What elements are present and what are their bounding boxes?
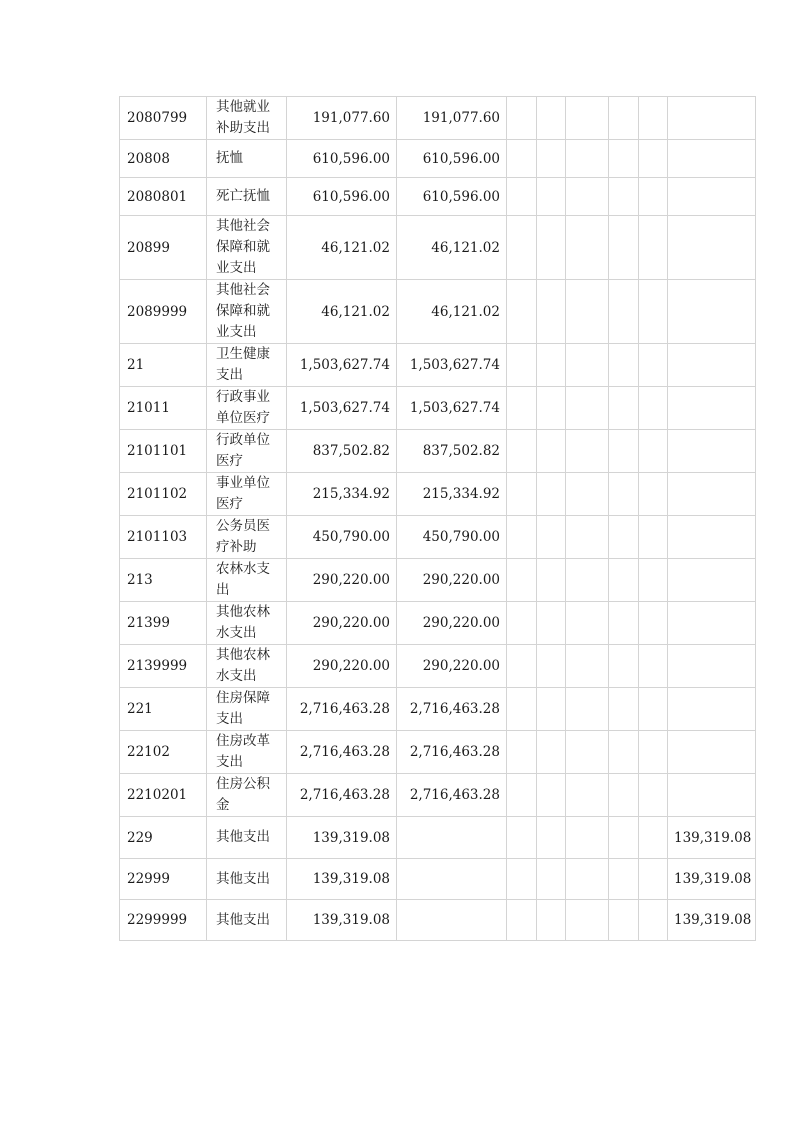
- basic-expenditure-cell: 837,502.82: [397, 430, 507, 473]
- empty-cell: [639, 688, 668, 731]
- total-amount-cell: 450,790.00: [287, 516, 397, 559]
- basic-expenditure-cell: 610,596.00: [397, 140, 507, 178]
- account-name-cell: 其他农林水支出: [207, 645, 287, 688]
- empty-cell: [537, 280, 566, 344]
- other-amount-cell: 139,319.08: [668, 817, 756, 859]
- account-name-cell: 其他农林水支出: [207, 602, 287, 645]
- empty-cell: [609, 645, 639, 688]
- account-code-cell: 22102: [120, 731, 207, 774]
- account-name-cell: 抚恤: [207, 140, 287, 178]
- total-amount-cell: 215,334.92: [287, 473, 397, 516]
- account-code-cell: 2299999: [120, 900, 207, 941]
- basic-expenditure-cell: 46,121.02: [397, 280, 507, 344]
- table-row: [120, 344, 756, 387]
- empty-cell: [537, 859, 566, 900]
- account-code-cell: 2089999: [120, 280, 207, 344]
- basic-expenditure-cell: 46,121.02: [397, 216, 507, 280]
- empty-cell: [566, 731, 609, 774]
- other-amount-cell: [668, 645, 756, 688]
- account-name-cell: 公务员医疗补助: [207, 516, 287, 559]
- account-code-cell: 21011: [120, 387, 207, 430]
- account-code-cell: 2210201: [120, 774, 207, 817]
- empty-cell: [639, 817, 668, 859]
- empty-cell: [507, 859, 537, 900]
- empty-cell: [537, 774, 566, 817]
- empty-cell: [507, 140, 537, 178]
- total-amount-cell: 139,319.08: [287, 859, 397, 900]
- empty-cell: [507, 731, 537, 774]
- empty-cell: [537, 216, 566, 280]
- total-amount-cell: 46,121.02: [287, 280, 397, 344]
- account-name-cell: 行政事业单位医疗: [207, 387, 287, 430]
- basic-expenditure-cell: 1,503,627.74: [397, 344, 507, 387]
- empty-cell: [537, 817, 566, 859]
- empty-cell: [609, 602, 639, 645]
- empty-cell: [566, 216, 609, 280]
- empty-cell: [507, 473, 537, 516]
- budget-table-container: [119, 96, 755, 941]
- other-amount-cell: 139,319.08: [668, 900, 756, 941]
- basic-expenditure-cell: 2,716,463.28: [397, 731, 507, 774]
- other-amount-cell: [668, 559, 756, 602]
- empty-cell: [639, 387, 668, 430]
- empty-cell: [566, 774, 609, 817]
- account-code-cell: 2101103: [120, 516, 207, 559]
- empty-cell: [537, 430, 566, 473]
- empty-cell: [566, 645, 609, 688]
- account-name-cell: 其他支出: [207, 859, 287, 900]
- total-amount-cell: 610,596.00: [287, 178, 397, 216]
- empty-cell: [566, 344, 609, 387]
- account-name-cell: 住房保障支出: [207, 688, 287, 731]
- table-row: [120, 859, 756, 900]
- other-amount-cell: [668, 731, 756, 774]
- empty-cell: [639, 559, 668, 602]
- other-amount-cell: [668, 344, 756, 387]
- table-row: [120, 559, 756, 602]
- account-name-cell: 其他支出: [207, 817, 287, 859]
- basic-expenditure-cell: 215,334.92: [397, 473, 507, 516]
- empty-cell: [537, 387, 566, 430]
- account-name-cell: 其他社会保障和就业支出: [207, 280, 287, 344]
- account-code-cell: 2139999: [120, 645, 207, 688]
- account-name-cell: 农林水支出: [207, 559, 287, 602]
- other-amount-cell: [668, 216, 756, 280]
- table-row: [120, 688, 756, 731]
- table-row: [120, 900, 756, 941]
- account-name-cell: 事业单位医疗: [207, 473, 287, 516]
- expenditure-table: [119, 96, 756, 941]
- empty-cell: [537, 602, 566, 645]
- empty-cell: [639, 731, 668, 774]
- empty-cell: [537, 97, 566, 140]
- empty-cell: [566, 280, 609, 344]
- empty-cell: [566, 559, 609, 602]
- table-body: [120, 97, 756, 941]
- empty-cell: [609, 859, 639, 900]
- basic-expenditure-cell: 290,220.00: [397, 559, 507, 602]
- other-amount-cell: [668, 430, 756, 473]
- total-amount-cell: 290,220.00: [287, 602, 397, 645]
- basic-expenditure-cell: 290,220.00: [397, 645, 507, 688]
- empty-cell: [639, 430, 668, 473]
- empty-cell: [639, 774, 668, 817]
- table-row: [120, 97, 756, 140]
- empty-cell: [507, 516, 537, 559]
- basic-expenditure-cell: [397, 900, 507, 941]
- empty-cell: [566, 178, 609, 216]
- account-code-cell: 2101102: [120, 473, 207, 516]
- other-amount-cell: [668, 280, 756, 344]
- basic-expenditure-cell: [397, 859, 507, 900]
- table-row: [120, 731, 756, 774]
- other-amount-cell: [668, 473, 756, 516]
- empty-cell: [537, 559, 566, 602]
- empty-cell: [566, 516, 609, 559]
- empty-cell: [609, 688, 639, 731]
- account-code-cell: 221: [120, 688, 207, 731]
- table-row: [120, 140, 756, 178]
- empty-cell: [639, 859, 668, 900]
- empty-cell: [507, 602, 537, 645]
- basic-expenditure-cell: 1,503,627.74: [397, 387, 507, 430]
- table-row: [120, 774, 756, 817]
- empty-cell: [609, 516, 639, 559]
- empty-cell: [566, 817, 609, 859]
- total-amount-cell: 2,716,463.28: [287, 731, 397, 774]
- empty-cell: [507, 344, 537, 387]
- account-code-cell: 2080801: [120, 178, 207, 216]
- total-amount-cell: 139,319.08: [287, 900, 397, 941]
- table-row: [120, 817, 756, 859]
- other-amount-cell: [668, 387, 756, 430]
- other-amount-cell: [668, 97, 756, 140]
- empty-cell: [609, 900, 639, 941]
- account-name-cell: 死亡抚恤: [207, 178, 287, 216]
- account-code-cell: 2080799: [120, 97, 207, 140]
- empty-cell: [507, 387, 537, 430]
- empty-cell: [639, 602, 668, 645]
- account-name-cell: 其他社会保障和就业支出: [207, 216, 287, 280]
- total-amount-cell: 290,220.00: [287, 645, 397, 688]
- account-name-cell: 卫生健康支出: [207, 344, 287, 387]
- empty-cell: [609, 774, 639, 817]
- empty-cell: [507, 645, 537, 688]
- empty-cell: [566, 602, 609, 645]
- account-code-cell: 213: [120, 559, 207, 602]
- empty-cell: [609, 97, 639, 140]
- table-row: [120, 216, 756, 280]
- empty-cell: [639, 280, 668, 344]
- empty-cell: [507, 97, 537, 140]
- empty-cell: [566, 473, 609, 516]
- empty-cell: [609, 216, 639, 280]
- account-name-cell: 行政单位医疗: [207, 430, 287, 473]
- empty-cell: [507, 216, 537, 280]
- empty-cell: [609, 473, 639, 516]
- account-name-cell: 住房改革支出: [207, 731, 287, 774]
- empty-cell: [507, 817, 537, 859]
- account-name-cell: 其他就业补助支出: [207, 97, 287, 140]
- empty-cell: [507, 688, 537, 731]
- account-code-cell: 229: [120, 817, 207, 859]
- empty-cell: [566, 430, 609, 473]
- empty-cell: [507, 774, 537, 817]
- basic-expenditure-cell: 2,716,463.28: [397, 688, 507, 731]
- empty-cell: [537, 731, 566, 774]
- other-amount-cell: [668, 688, 756, 731]
- account-code-cell: 22999: [120, 859, 207, 900]
- empty-cell: [609, 387, 639, 430]
- empty-cell: [507, 430, 537, 473]
- empty-cell: [639, 645, 668, 688]
- total-amount-cell: 2,716,463.28: [287, 774, 397, 817]
- other-amount-cell: [668, 140, 756, 178]
- other-amount-cell: [668, 602, 756, 645]
- empty-cell: [639, 140, 668, 178]
- empty-cell: [639, 516, 668, 559]
- empty-cell: [566, 97, 609, 140]
- empty-cell: [639, 178, 668, 216]
- empty-cell: [537, 140, 566, 178]
- total-amount-cell: 1,503,627.74: [287, 387, 397, 430]
- other-amount-cell: [668, 774, 756, 817]
- empty-cell: [609, 817, 639, 859]
- basic-expenditure-cell: 290,220.00: [397, 602, 507, 645]
- empty-cell: [566, 387, 609, 430]
- empty-cell: [609, 344, 639, 387]
- basic-expenditure-cell: [397, 817, 507, 859]
- empty-cell: [609, 559, 639, 602]
- empty-cell: [639, 900, 668, 941]
- empty-cell: [609, 731, 639, 774]
- empty-cell: [537, 473, 566, 516]
- empty-cell: [639, 97, 668, 140]
- total-amount-cell: 46,121.02: [287, 216, 397, 280]
- account-code-cell: 21: [120, 344, 207, 387]
- empty-cell: [507, 178, 537, 216]
- empty-cell: [537, 516, 566, 559]
- account-code-cell: 2101101: [120, 430, 207, 473]
- empty-cell: [566, 140, 609, 178]
- total-amount-cell: 191,077.60: [287, 97, 397, 140]
- empty-cell: [639, 344, 668, 387]
- table-row: [120, 387, 756, 430]
- table-row: [120, 178, 756, 216]
- empty-cell: [507, 280, 537, 344]
- other-amount-cell: 139,319.08: [668, 859, 756, 900]
- account-code-cell: 21399: [120, 602, 207, 645]
- empty-cell: [537, 688, 566, 731]
- account-code-cell: 20808: [120, 140, 207, 178]
- empty-cell: [537, 178, 566, 216]
- basic-expenditure-cell: 191,077.60: [397, 97, 507, 140]
- empty-cell: [609, 430, 639, 473]
- empty-cell: [537, 645, 566, 688]
- account-name-cell: 其他支出: [207, 900, 287, 941]
- empty-cell: [609, 140, 639, 178]
- total-amount-cell: 610,596.00: [287, 140, 397, 178]
- table-row: [120, 280, 756, 344]
- empty-cell: [566, 900, 609, 941]
- table-row: [120, 430, 756, 473]
- empty-cell: [566, 688, 609, 731]
- empty-cell: [609, 178, 639, 216]
- table-row: [120, 473, 756, 516]
- total-amount-cell: 837,502.82: [287, 430, 397, 473]
- empty-cell: [609, 280, 639, 344]
- table-row: [120, 645, 756, 688]
- basic-expenditure-cell: 450,790.00: [397, 516, 507, 559]
- empty-cell: [537, 344, 566, 387]
- other-amount-cell: [668, 178, 756, 216]
- total-amount-cell: 139,319.08: [287, 817, 397, 859]
- table-row: [120, 516, 756, 559]
- total-amount-cell: 290,220.00: [287, 559, 397, 602]
- basic-expenditure-cell: 610,596.00: [397, 178, 507, 216]
- empty-cell: [507, 900, 537, 941]
- empty-cell: [639, 216, 668, 280]
- total-amount-cell: 2,716,463.28: [287, 688, 397, 731]
- total-amount-cell: 1,503,627.74: [287, 344, 397, 387]
- empty-cell: [507, 559, 537, 602]
- empty-cell: [537, 900, 566, 941]
- account-name-cell: 住房公积金: [207, 774, 287, 817]
- other-amount-cell: [668, 516, 756, 559]
- account-code-cell: 20899: [120, 216, 207, 280]
- basic-expenditure-cell: 2,716,463.28: [397, 774, 507, 817]
- empty-cell: [639, 473, 668, 516]
- table-row: [120, 602, 756, 645]
- empty-cell: [566, 859, 609, 900]
